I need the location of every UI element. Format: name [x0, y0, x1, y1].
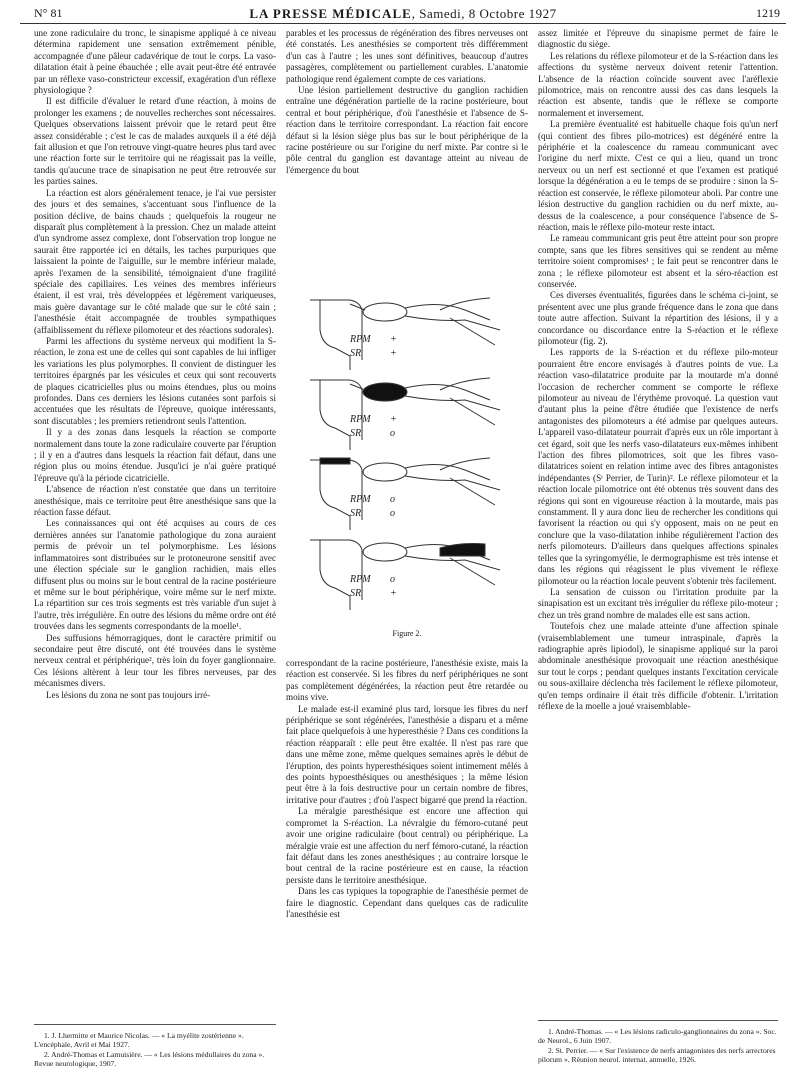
issue-date: , Samedi, 8 Octobre 1927 [411, 6, 557, 21]
column-left [34, 28, 276, 1078]
journal-name: LA PRESSE MÉDICALE [249, 6, 412, 21]
paragraph: Parmi les affections du système nerveux qui modifient la S-réaction, le zona est une de celles qui sont capables de lui infliger les variations les plus polymorphes. Il convient de distinguer les territoires épargnés par les vésicules et ceux qui sont recouverts de plaques cicatricielles plus ou moins étendues, plus ou moins profondes. Dans ces derniers les lésions cutanées sont parfois si accentuées que les résultats de l'épreuve, quoique intéressants, sont discutables ; les premiers retiendront seuls l'attention. [34, 335, 276, 426]
diagram-panel-1 [310, 298, 500, 370]
label-sr-value: + [390, 588, 397, 599]
paragraph: Les relations du réflexe pilomoteur et de la S-réaction dans les affections du système nerveux doivent retenir l'attention. L'absence de la réaction coïncide souvent avec l'aréflexie pilomotrice, mais on rencontre aussi des cas dans lesquels la réaction est absente, tandis que le réflexe se comporte normalement et inversement. [538, 50, 778, 118]
paragraph: Ces diverses éventualités, figurées dans le schéma ci-joint, se présentent avec une plus grande fréquence dans le zona que dans toute autre affection. Suivant la répartition des lésions, il y a concordance ou discordance entre la S-réaction et le réflexe pilomoteur (fig. 2). [538, 290, 778, 346]
diagram-panel-2 [310, 378, 500, 450]
label-rpm: RPM [350, 494, 371, 505]
label-rpm: RPM [350, 414, 371, 425]
paragraph: Dans les cas typiques la topographie de l'anesthésie permet de faire le diagnostic. Cependant dans quelques cas de radiculite l'anesthésie est [286, 886, 528, 919]
page-number: 1219 [756, 6, 780, 20]
label-sr-value: + [390, 348, 397, 359]
paragraph: Il est difficile d'évaluer le retard d'une réaction, à moins de prolonger les examens ; de nouvelles recherches sont nécessaires. Quelques observations laissent prévoir que le retard peut être assez considérable ; c'est le cas de malades auxquels il a été déjà fait allusion et que l'on retrouve vingt-quatre heures plus tard avec une réaction forte sur le territoire qui ne réagissait pas la veille, tandis qu'aucune trace de sinapisation ne peut être retrouvée sur les parties saines. [34, 96, 276, 187]
column-middle-bottom [286, 658, 528, 920]
paragraph: Toutefois chez une malade atteinte d'une affection spinale (vraisemblablement une tumeur intraspinale, d'après la radiographie après lipiodol), le sinapisme appliqué sur la paroi abdominale anesthésique provoquait une réaction anesthésique sur tout le corps ; pendant quelques instants l'excitation cervicale ou sous-axillaire déclencha très facilement le réflexe pilomoteur, qu'en temps ordinaire il était très difficile d'obtenir. L'irritation réflexe de la moelle a joué vraisemblable- [538, 621, 778, 711]
footnote: 2. André-Thomas et Lamuisière. — « Les lésions médullaires du zona ». Revue neurologique, 1907. [34, 1049, 265, 1069]
paragraph: La réaction est alors généralement tenace, je l'ai vue persister des jours et des semaines, s'accentuant sous l'influence de la position déclive, de bains chauds ; quelquefois la rougeur ne disparaît plus complètement à la pression. Chez un malade atteint d'un syndrome assez complexe, dont l'observation trop longue ne saurait être rapportée ici en détails, les taches purpuriques que laissaient la pointe de l'aiguille, sur le membre inférieur malade, après l'examen de la sensibilité, témoignaient d'une fragilité spéciale des capillaires. Les veines des membres inférieurs étaient, il est vrai, très développées et légèrement variqueuses, mais guère davantage sur le côté malade que sur le côté sain ; l'anesthésie était accompagnée de troubles sympathiques (affaiblissement du réflexe pilomoteur et des réactions sudorales). [34, 187, 276, 335]
paragraph: Une lésion partiellement destructive du ganglion rachidien entraîne une dégénération partielle de la racine postérieure, bout central et bout périphérique, d'où l'anesthésie et l'absence de S-réaction dans le territoire correspondant. La réaction fait encore défaut si la lésion siège plus bas sur le bout périphérique de la racine postérieure ou sur l'origine du nerf mixte. Par contre si le pôle central du ganglion est davantage atteint au niveau de l'émergence du bout [286, 85, 528, 175]
paragraph: Les lésions du zona ne sont pas toujours irré- [46, 689, 211, 700]
paragraph: assez limitée et l'épreuve du sinapisme permet de faire le diagnostic du siège. [538, 28, 778, 50]
issue-number: N° 81 [34, 6, 63, 20]
footnote: 1. André-Thomas. — « Les lésions radiculo-ganglionnaires du zona ». Soc. de Neurol., 6 Juin 1907. [538, 1027, 777, 1046]
paragraph: parables et les processus de régénération des fibres nerveuses ont été constatés. Les anesthésies se comportent très différemment d'un cas à l'autre ; les unes sont définitives, beaucoup d'autres passagères, complètement ou partiellement curables. L'anatomie pathologique rend également compte de ces variations. [286, 28, 528, 84]
label-sr: SR [350, 588, 362, 599]
paragraph: correspondant de la racine postérieure, l'anesthésie existe, mais la réaction est conservée. Si les fibres du nerf périphériques ne sont pas complètement dégénérées, la réaction peut être retardée ou moins vive. [286, 658, 528, 703]
label-rpm-value: o [390, 574, 395, 585]
paragraph: La méralgie paresthésique est encore une affection qui compromet la S-réaction. La névralgie du fémoro-cutané peut avoir une origine radiculaire (bout central) ou périphérique. La méralgie vraie est une affection du nerf fémoro-cutané, la réaction fait défaut dans les zones anesthésiques ; au contraire lorsque le bout central de la racine postérieure est en cause, la réaction persiste dans le territoire anesthésique. [286, 806, 528, 885]
page-header [20, 4, 786, 24]
paragraph: Le rameau communicant gris peut être atteint pour son propre compte, sans que les fibres sensitives qui se rendent au même territoire soient compromises¹ ; le fait peut se rencontrer dans le zona ; le réflexe pilomoteur est absent et la séro-réaction est conservée. [538, 233, 778, 289]
paragraph: Des suffusions hémorragiques, dont le caractère primitif ou secondaire peut être discuté, ont été trouvées dans le système nerveux central et périphérique², très loin du foyer ganglionnaire. Ces lésions altèrent à leur tour les fibres nerveuses, par des mécanismes divers. [34, 632, 276, 689]
footnotes-right [538, 1020, 778, 1065]
label-rpm: RPM [350, 334, 371, 345]
paragraph: Les connaissances qui ont été acquises au cours de ces dernières années sur l'anatomie pathologique du zona auraient permis de prévoir un tel polymorphisme. Les lésions inflammatoires sont distribuées sur le protoneurone sensitif avec une élection spéciale sur le ganglion rachidien, mais elles diffusent plus ou moins sur le bout central de la racine postérieure et même sur le bout périphérique, voire même sur le nerf mixte. La répartition sur ces trois segments est très variable d'un sujet à l'autre, très irrégulière. En outre des lésions du même ordre ont été trouvées dans les segments correspondants de la moelle¹. [34, 518, 276, 632]
figure-caption: Figure 2. [392, 629, 422, 638]
paragraph: Il y a des zonas dans lesquels la réaction se comporte normalement dans toute la zone radiculaire couverte par l'éruption ; il y en a d'autres dans lesquels la réaction fait défaut, dans une région plus ou moins étendue. Jusqu'ici je n'ai guère pratiqué l'épreuve qu'à la période cicatricielle. [34, 427, 276, 483]
label-sr: SR [350, 508, 362, 519]
label-sr-value: o [390, 508, 395, 519]
paragraph: Les rapports de la S-réaction et du réflexe pilo-moteur pourraient être encore envisagés à d'autres points de vue. La réaction vaso-dilatatrice produite par la moutarde m'a donné l'occasion de rechercher comment se comporte le réflexe pilomoteur au niveau de l'érythème provoqué. La question vaut d'autant plus la peine d'être étudiée que l'existence de nerfs antagonistes des pilomoteurs a été admise par quelques auteurs. L'appareil vaso-dilatateur pourrait d'après eux un rôle important à cet égard, soit que les nerfs vaso-dilatateurs eux-mêmes inhibent l'action des fibres pilomotrices, soit que les fibres vaso-dilatatrices soient en relation intime avec des fibres antagonistes indépendantes (Sᵗ Perrier, de Turin)². Le réflexe pilomoteur et la réaction locale pilomotrice ont été obtenus très souvent dans des régions qui sont en vigoureuse réaction à la moutarde, mais pas constamment. Il y aura donc lieu de rechercher les conditions qui favorisent la réaction ou qui s'y opposent, mais on ne peut en conclure que la vaso-dilatation inhibe régulièrement l'action des nerfs pilomoteurs. D'ailleurs dans quelques affections spinales telles que la syringomyélie, le dermographisme est très intense et dans les régions qui réagissent le plus vivement le réflexe pilomoteur ou la réaction locale peuvent s'obtenir très facilement. [538, 347, 778, 586]
paragraph: La première éventualité est habituelle chaque fois qu'un nerf (qui contient des fibres pilo-motrices) est dégénéré entre la périphérie et la coalescence du rameau communicant avec l'origine du nerf mixte. C'est ce qui a lieu, quand un tronc nerveux ou un nerf est sectionné et que l'examen est pratiqué lorsque la dégénération a eu le temps de se produire : sinon la S-réaction est conservée, le réflexe pilomoteur aboli. Par contre une lésion destructive du ganglion rachidien ou du nerf mixte, au-dessus de la coalescence, a pour conséquence l'absence de S-réaction, mais le réflexe pilo-moteur reste intact. [538, 119, 778, 232]
footnotes-left [34, 1024, 276, 1069]
diagram-panel-3 [310, 458, 500, 530]
label-rpm-value: + [390, 334, 397, 345]
diagram-panel-4 [310, 540, 500, 610]
label-sr: SR [350, 428, 362, 439]
label-rpm-value: + [390, 414, 397, 425]
paragraph: La sensation de cuisson ou l'irritation produite par la sinapisation est un excitant très irrégulier du réflexe pilo-moteur ; chez un très grand nombre de malades elle est sans action. [538, 586, 778, 620]
label-rpm-value: o [390, 494, 395, 505]
footnote: 2. St. Perrier. — « Sur l'existence de nerfs antagonistes des nerfs arrectores pilorum ». Réunion neurol. internat. annuelle, 1926. [538, 1045, 776, 1065]
footnote: 1. J. Lhermitte et Maurice Nicolas. — « La myélite zostérienne ». L'encéphale, Avril et Mai 1927. [34, 1031, 244, 1050]
label-sr: SR [350, 348, 362, 359]
column-right [538, 28, 778, 1078]
nerve-diagram [290, 290, 524, 626]
paragraph: une zone radiculaire du tronc, le sinapisme appliqué à ce niveau détermina rapidement une sensation extrêmement pénible, accompagnée d'une pâleur cadavérique de tout le corps. La vaso-dilatation était à peine ébauchée ; elle avait peut-être été entravée par un réflexe vaso-constricteur excessif, exagération d'un réflexe physiologique ? [34, 28, 276, 96]
label-rpm: RPM [350, 574, 371, 585]
paragraph: Le malade est-il examiné plus tard, lorsque les fibres du nerf périphérique se sont régénérées, l'anesthésie a disparu et a même fait place quelquefois à une hyperesthésie ? Dans ces conditions la réaction réapparaît : elle peut être exaltée. Il n'est pas rare que dans une même zone, même quelques semaines après le début de l'éruption, des points hyperesthésiques soient intimement mêlés à des points hypoesthésiques ou anesthésiques ; la même lésion peut être à la fois destructive pour un certain nombre de fibres, irritative pour d'autres ; d'où l'aspect bigarré que prend la réaction. [286, 703, 528, 805]
paragraph: L'absence de réaction n'est constatée que dans un territoire anesthésique, mais ce territoire peut être anesthésique sans que la réaction fasse défaut. [34, 484, 276, 518]
figure-2 [290, 290, 524, 640]
label-sr-value: o [390, 428, 395, 439]
journal-title [20, 6, 786, 22]
